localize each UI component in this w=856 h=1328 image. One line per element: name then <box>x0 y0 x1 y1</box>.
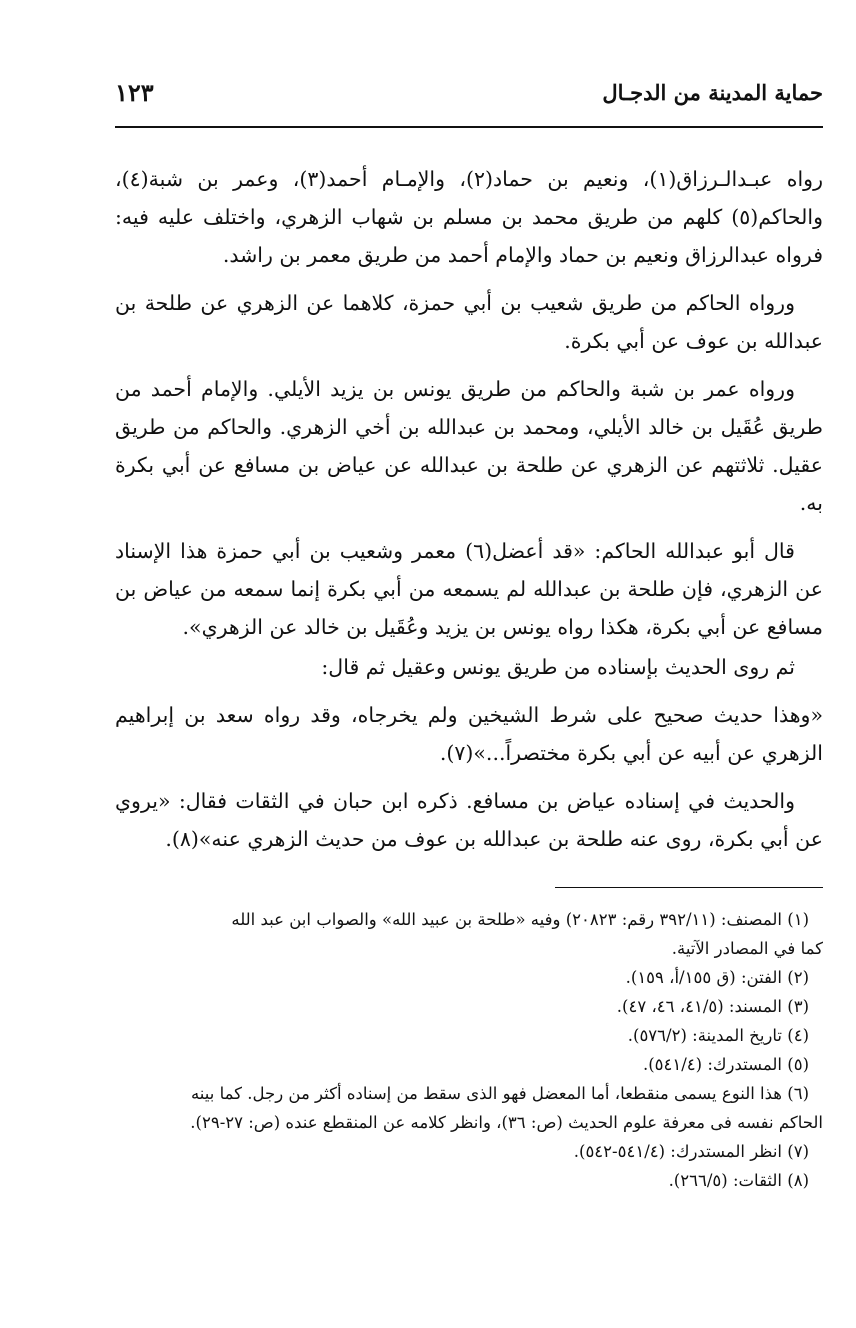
footnote-8: (٨) الثقات: (٢٦٦/٥). <box>668 1171 809 1190</box>
footnote-6-cont: الحاكم نفسه فى معرفة علوم الحديث (ص: ٣٦)، وانظر كلامه عن المنقطع عنده (ص: ٢٧-٢٩). <box>190 1113 823 1132</box>
footnote-2: (٢) الفتن: (ق ١٥٥/أ، ١٥٩). <box>625 968 809 987</box>
paragraph-2: ورواه الحاكم من طريق شعيب بن أبي حمزة، كلاهما عن الزهري عن طلحة بن عبدالله بن عوف عن أبي بكرة. <box>115 291 823 353</box>
footnote-4: (٤) تاريخ المدينة: (٥٧٦/٢). <box>627 1026 809 1045</box>
footnote-rule <box>555 887 823 888</box>
footnote-3: (٣) المسند: (٤١/٥، ٤٦، ٤٧). <box>616 997 809 1016</box>
paragraph-4: قال أبو عبدالله الحاكم: «قد أعضل(٦) معمر وشعيب بن أبي حمزة هذا الإسناد عن الزهري، فإن طلحة بن عبدالله لم يسمعه من أبي بكرة إنما سمعه من عياض بن مسافع عن أبي بكرة، هكذا رواه يونس بن يزيد وعُقَيل بن خالد عن الزهري». <box>115 539 823 639</box>
footnote-5: (٥) المستدرك: (٥٤١/٤). <box>642 1055 809 1074</box>
main-text <box>115 160 823 868</box>
footnotes <box>115 905 823 1195</box>
footnote-6: (٦) هذا النوع يسمى منقطعا، أما المعضل فهو الذى سقط من إسناده أكثر من رجل. كما بينه <box>190 1084 809 1103</box>
paragraph-1: رواه عبـدالـرزاق(١)، ونعيم بن حماد(٢)، والإمـام أحمد(٣)، وعمر بن شبة(٤)، والحاكم(٥) كلهم من طريق محمد بن مسلم بن شهاب الزهري، واختلف عليه فيه: فرواه عبدالرزاق ونعيم بن حماد والإمام أحمد من طريق معمر بن راشد. <box>115 167 823 267</box>
page-number: ١٢٣ <box>115 78 154 107</box>
footnote-7: (٧) انظر المستدرك: (٥٤١/٤-٥٤٢). <box>573 1142 809 1161</box>
page-header <box>115 78 823 118</box>
paragraph-7: والحديث في إسناده عياض بن مسافع. ذكره ابن حبان في الثقات فقال: «يروي عن أبي بكرة، روى عنه طلحة بن عبدالله بن عوف من حديث الزهري عنه»(٨). <box>115 789 823 851</box>
running-title: حماية المدينة من الدجـال <box>602 80 823 105</box>
paragraph-5: ثم روى الحديث بإسناده من طريق يونس وعقيل ثم قال: <box>321 655 795 679</box>
footnote-1-cont: كما في المصادر الآتية. <box>671 939 823 958</box>
paragraph-6: «وهذا حديث صحيح على شرط الشيخين ولم يخرجاه، وقد رواه سعد بن إبراهيم الزهري عن أبيه عن أبي بكرة مختصراً...»(٧). <box>115 703 823 765</box>
footnote-1: (١) المصنف: (٣٩٢/١١ رقم: ٢٠٨٢٣) وفيه «طلحة بن عبيد الله» والصواب ابن عبد الله <box>231 910 809 929</box>
header-rule <box>115 126 823 128</box>
paragraph-3: ورواه عمر بن شبة والحاكم من طريق يونس بن يزيد الأيلي. والإمام أحمد من طريق عُقَيل بن خالد الأيلي، ومحمد بن عبدالله بن أخي الزهري. والحاكم من طريق عقيل. ثلاثتهم عن الزهري عن طلحة بن عبدالله عن عياض بن مسافع عن أبي بكرة به. <box>115 377 823 515</box>
